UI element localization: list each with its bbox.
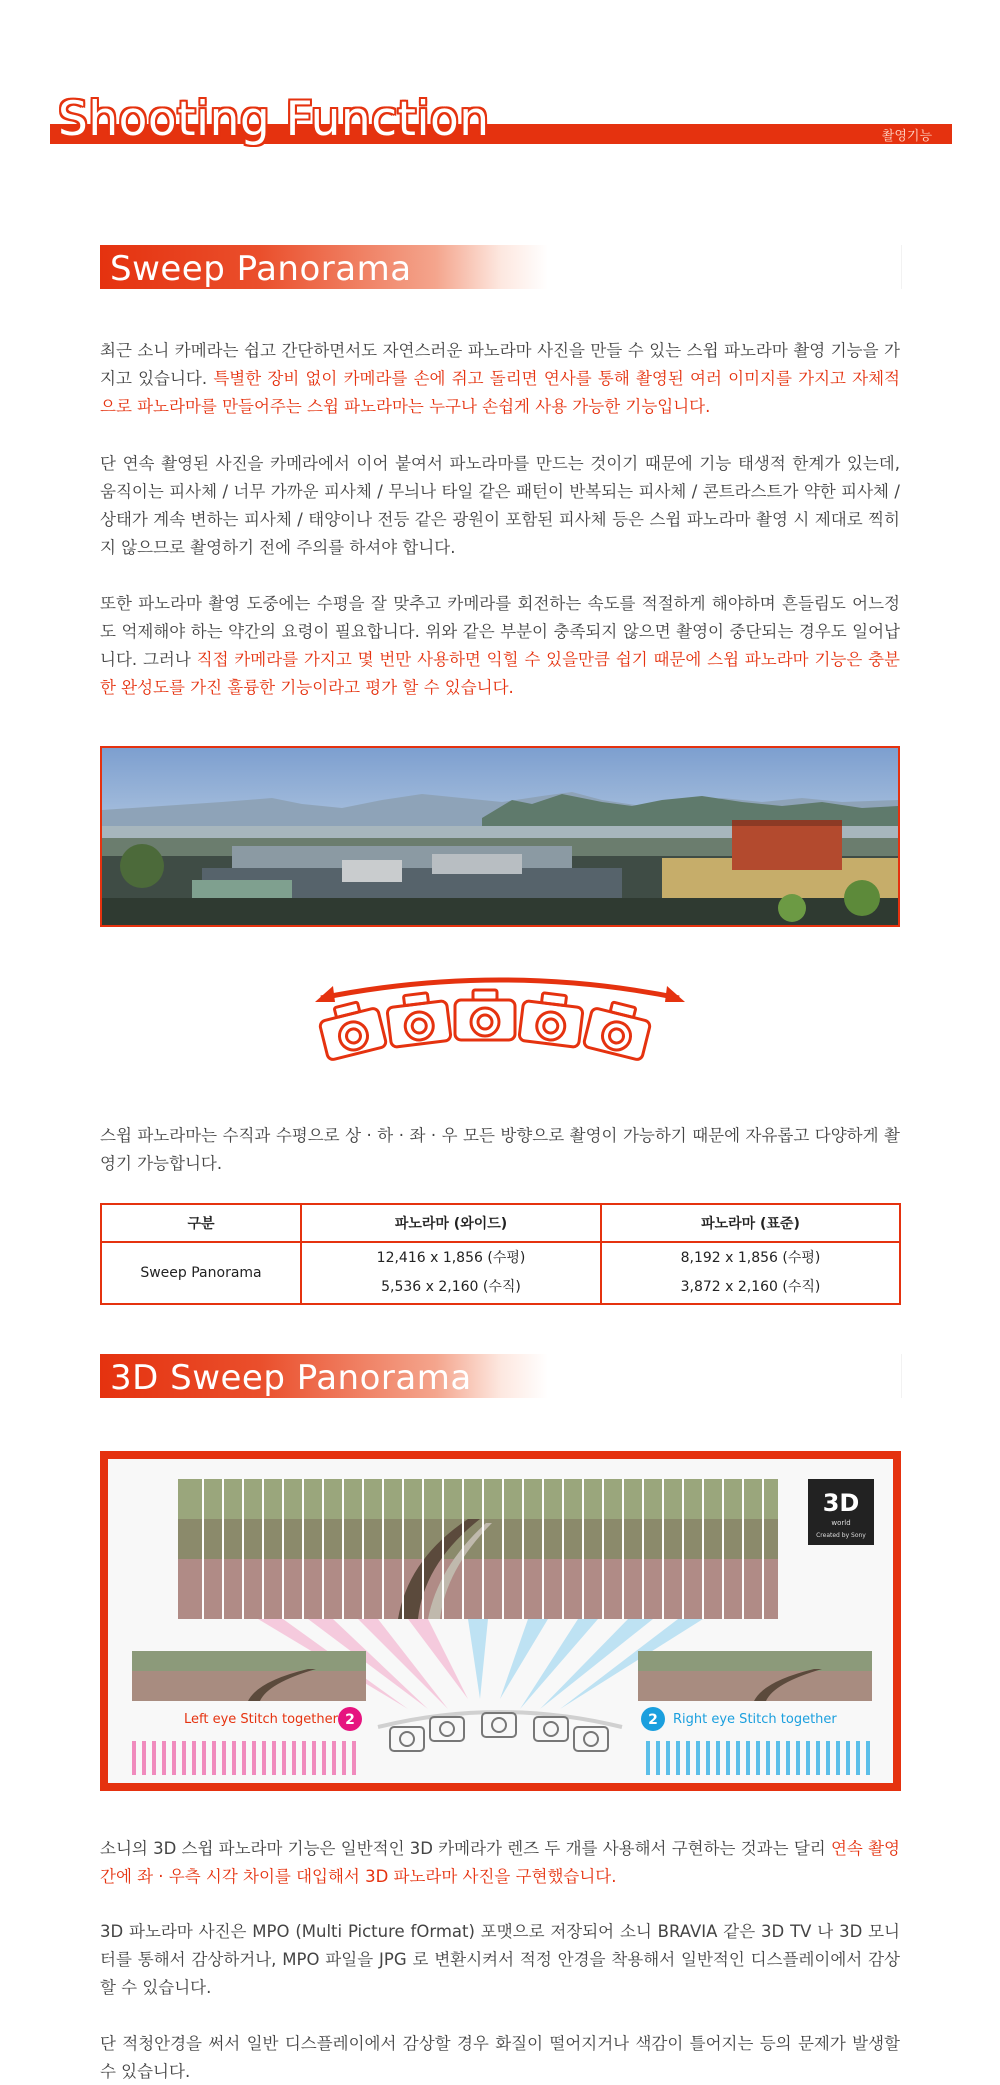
text: 또한 파노라마 촬영 도중에는 수평을 잘 맞추고 카메라를 회전하는 속도를 적절하게 해야하며 흔들림도 어느정도 억제해야 하는 약간의 요령이 필요합니다. 위와 같은 부분이 충족되지 않으면 촬영이 중단되는 경우도 일어납니다. 그러나 [100,594,900,669]
3d-badge-sub: Created by Sony [816,1532,866,1539]
table-header: 파노라마 (표준) [601,1204,900,1242]
paragraph-3d-warning [100,2030,900,2085]
text: 최근 소니 카메라는 쉽고 간단하면서도 자연스러운 파노라마 사진을 만들 수 있는 스윕 파노라마 촬영 기능을 가지고 있습니다. [100,341,900,388]
page-subtitle: 촬영기능 [881,129,932,144]
section-title: Sweep Panorama [110,249,412,289]
3d-badge-text: 3D [822,1489,860,1517]
paragraph-3d-intro [100,1835,900,1891]
left-eye-label: Left eye Stitch together [184,1712,338,1727]
highlight-text: 직접 카메라를 가지고 몇 번만 사용하면 익힐 수 있을만큼 쉽기 때문에 스윕 파노라마 기능은 충분한 완성도를 가진 훌륭한 기능이라고 평가 할 수 있습니다. [100,650,900,697]
paragraph-limitations [100,450,900,562]
right-eye-number: 2 [648,1712,658,1728]
section-header-sweep-panorama [100,245,900,289]
table-row [101,1242,900,1304]
table-cell [601,1242,900,1304]
panorama-image [102,748,898,925]
page-title: Shooting Function [58,92,490,147]
panorama-photo [100,746,900,927]
sweep-camera-illustration [315,968,685,1090]
table-header: 파노라마 (와이드) [301,1204,601,1242]
3d-stitch-illustration [100,1451,901,1791]
text: 스윕 파노라마는 수직과 수평으로 상 · 하 · 좌 · 우 모든 방향으로 촬영이 가능하기 때문에 자유롭고 다양하게 촬영기 가능합니다. [100,1126,900,1173]
paragraph-directions [100,1122,900,1178]
section-header-3d-sweep-panorama [100,1354,900,1398]
paragraph-3d-format [100,1918,900,2002]
3d-badge-sub: world [831,1519,851,1527]
header-divider [901,245,902,289]
left-eye-number: 2 [345,1712,355,1728]
spec-table [100,1203,901,1305]
cell-value: 12,416 x 1,856 (수평) [376,1250,526,1266]
table-header-row [101,1204,900,1242]
text: 단 적청안경을 써서 일반 디스플레이에서 감상할 경우 화질이 떨어지거나 색감이 틀어지는 등의 문제가 발생할 수 있습니다. [100,2034,900,2081]
right-eye-label: Right eye Stitch together [673,1712,837,1727]
table-cell [301,1242,601,1304]
cell-value: 3,872 x 2,160 (수직) [680,1279,821,1295]
camera-sweep-icon [315,968,685,1090]
highlight-text: 연속 촬영 간에 좌 · 우측 시각 차이를 대입해서 3D 파노라마 사진을 구현했습니다. [100,1839,900,1886]
paragraph-intro [100,337,900,421]
paragraph-tips [100,590,900,702]
highlight-text: 특별한 장비 없이 카메라를 손에 쥐고 돌리면 연사를 통해 촬영된 여러 이미지를 가지고 자체적으로 파노라마를 만들어주는 스윕 파노라마는 누구나 손쉽게 사용 가능한 기능입니다. [100,369,900,416]
table-cell: Sweep Panorama [101,1242,301,1304]
cell-value: 8,192 x 1,856 (수평) [680,1250,821,1266]
text: 소니의 3D 스윕 파노라마 기능은 일반적인 3D 카메라가 렌즈 두 개를 사용해서 구현하는 것과는 달리 [100,1839,826,1858]
section-title: 3D Sweep Panorama [110,1358,472,1398]
header-divider [901,1354,902,1398]
text: 3D 파노라마 사진은 MPO (Multi Picture fOrmat) 포맷으로 저장되어 소니 BRAVIA 같은 3D TV 나 3D 모니터를 통해서 감상하거나, MPO 파일을 JPG 로 변환시켜서 적정 안경을 착용해서 일반적인 디스플레이에서 감상할 수 있습니다. [100,1922,900,1997]
table-header: 구분 [101,1204,301,1242]
3d-stitch-diagram [108,1459,893,1783]
text: 단 연속 촬영된 사진을 카메라에서 이어 붙여서 파노라마를 만드는 것이기 때문에 기능 태생적 한계가 있는데, 움직이는 피사체 / 너무 가까운 피사체 / 무늬나 타일 같은 패턴이 반복되는 피사체 / 콘트라스트가 약한 피사체 / 상태가 계속 변하는 피사체 / 태양이나 전등 같은 광원이 포함된 피사체 등은 스윕 파노라마 촬영 시 제대로 찍히지 않으므로 촬영하기 전에 주의를 하셔야 합니다. [100,454,900,557]
cell-value: 5,536 x 2,160 (수직) [381,1279,521,1295]
